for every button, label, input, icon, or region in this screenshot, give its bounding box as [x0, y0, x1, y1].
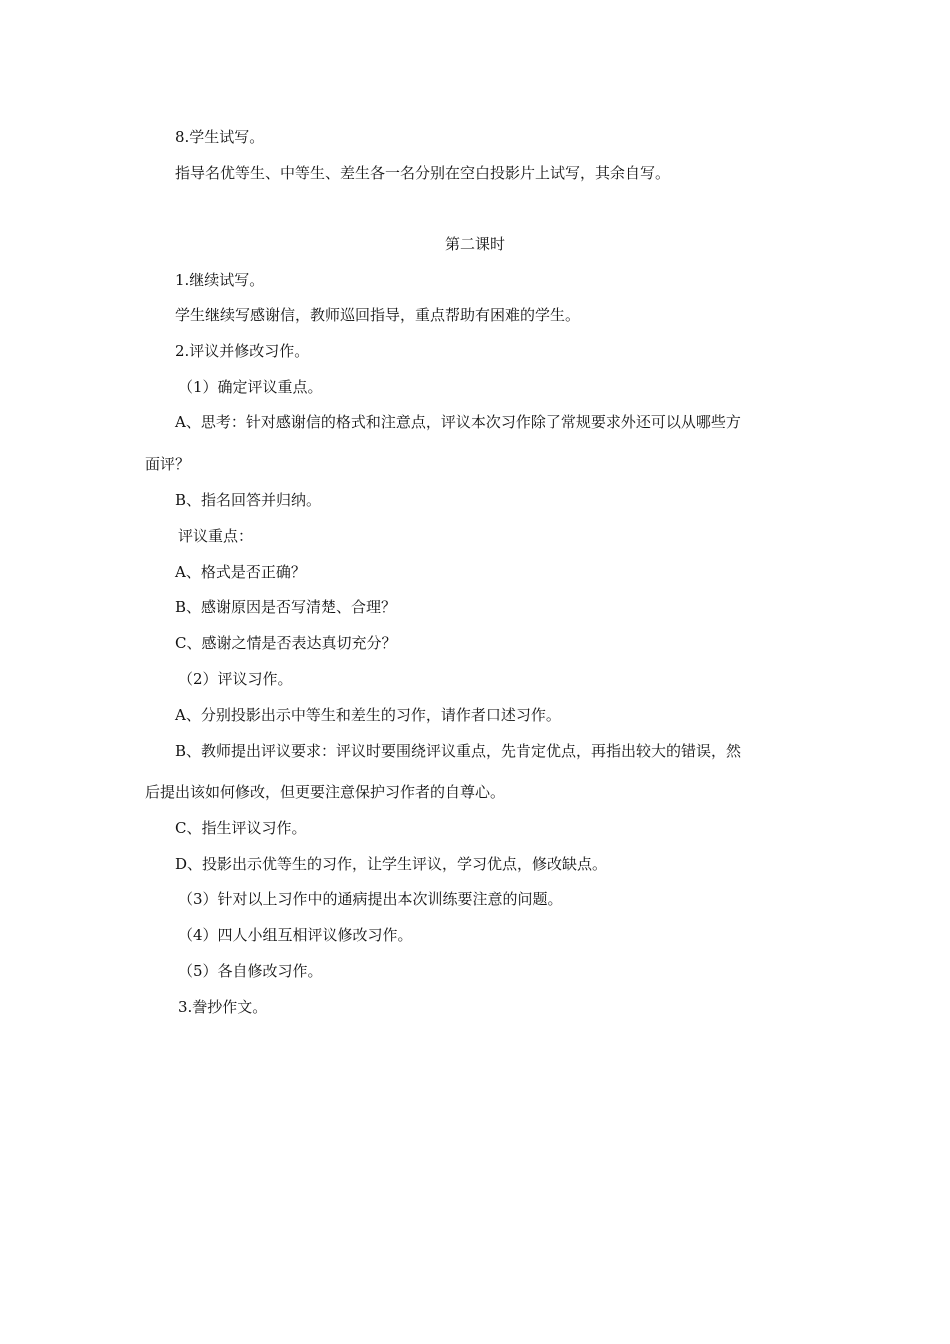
step-8-heading: 8.学生试写。	[175, 128, 265, 146]
step-1-text: 学生继续写感谢信，教师巡回指导，重点帮助有困难的学生。	[175, 306, 581, 324]
paragraph-line: B、指名回答并归纳。	[175, 491, 322, 509]
section-title: 第二课时	[444, 235, 505, 253]
paragraph-line: B、教师提出评议要求：评议时要围绕评议重点，先肯定优点，再指出较大的错误，然	[175, 742, 742, 760]
criteria-item: B、感谢原因是否写清楚、合理？	[175, 598, 397, 616]
criteria-item: C、感谢之情是否表达真切充分？	[175, 634, 397, 652]
paragraph-line-wrap: 面评？	[145, 455, 191, 473]
substep-1-heading: （1）确定评议重点。	[178, 378, 323, 396]
substep-2-heading: （2）评议习作。	[178, 670, 293, 688]
paragraph-line: C、指生评议习作。	[175, 819, 307, 837]
step-8-text: 指导名优等生、中等生、差生各一名分别在空白投影片上试写，其余自写。	[175, 164, 671, 182]
substep-3-heading: （3）针对以上习作中的通病提出本次训练要注意的问题。	[178, 890, 563, 908]
criteria-heading: 评议重点：	[178, 527, 254, 545]
substep-5-heading: （5）各自修改习作。	[178, 962, 323, 980]
paragraph-line: A、思考：针对感谢信的格式和注意点，评议本次习作除了常规要求外还可以从哪些方	[175, 413, 741, 431]
paragraph-line: D、投影出示优等生的习作，让学生评议，学习优点，修改缺点。	[175, 855, 608, 873]
step-1-heading: 1.继续试写。	[175, 271, 265, 289]
substep-4-heading: （4）四人小组互相评议修改习作。	[178, 926, 413, 944]
paragraph-line-wrap: 后提出该如何修改，但更要注意保护习作者的自尊心。	[145, 783, 506, 801]
paragraph-line: A、分别投影出示中等生和差生的习作，请作者口述习作。	[175, 706, 561, 724]
criteria-item: A、格式是否正确？	[175, 563, 306, 581]
step-2-heading: 2.评议并修改习作。	[175, 342, 310, 360]
step-3-heading: 3.誊抄作文。	[178, 998, 268, 1016]
